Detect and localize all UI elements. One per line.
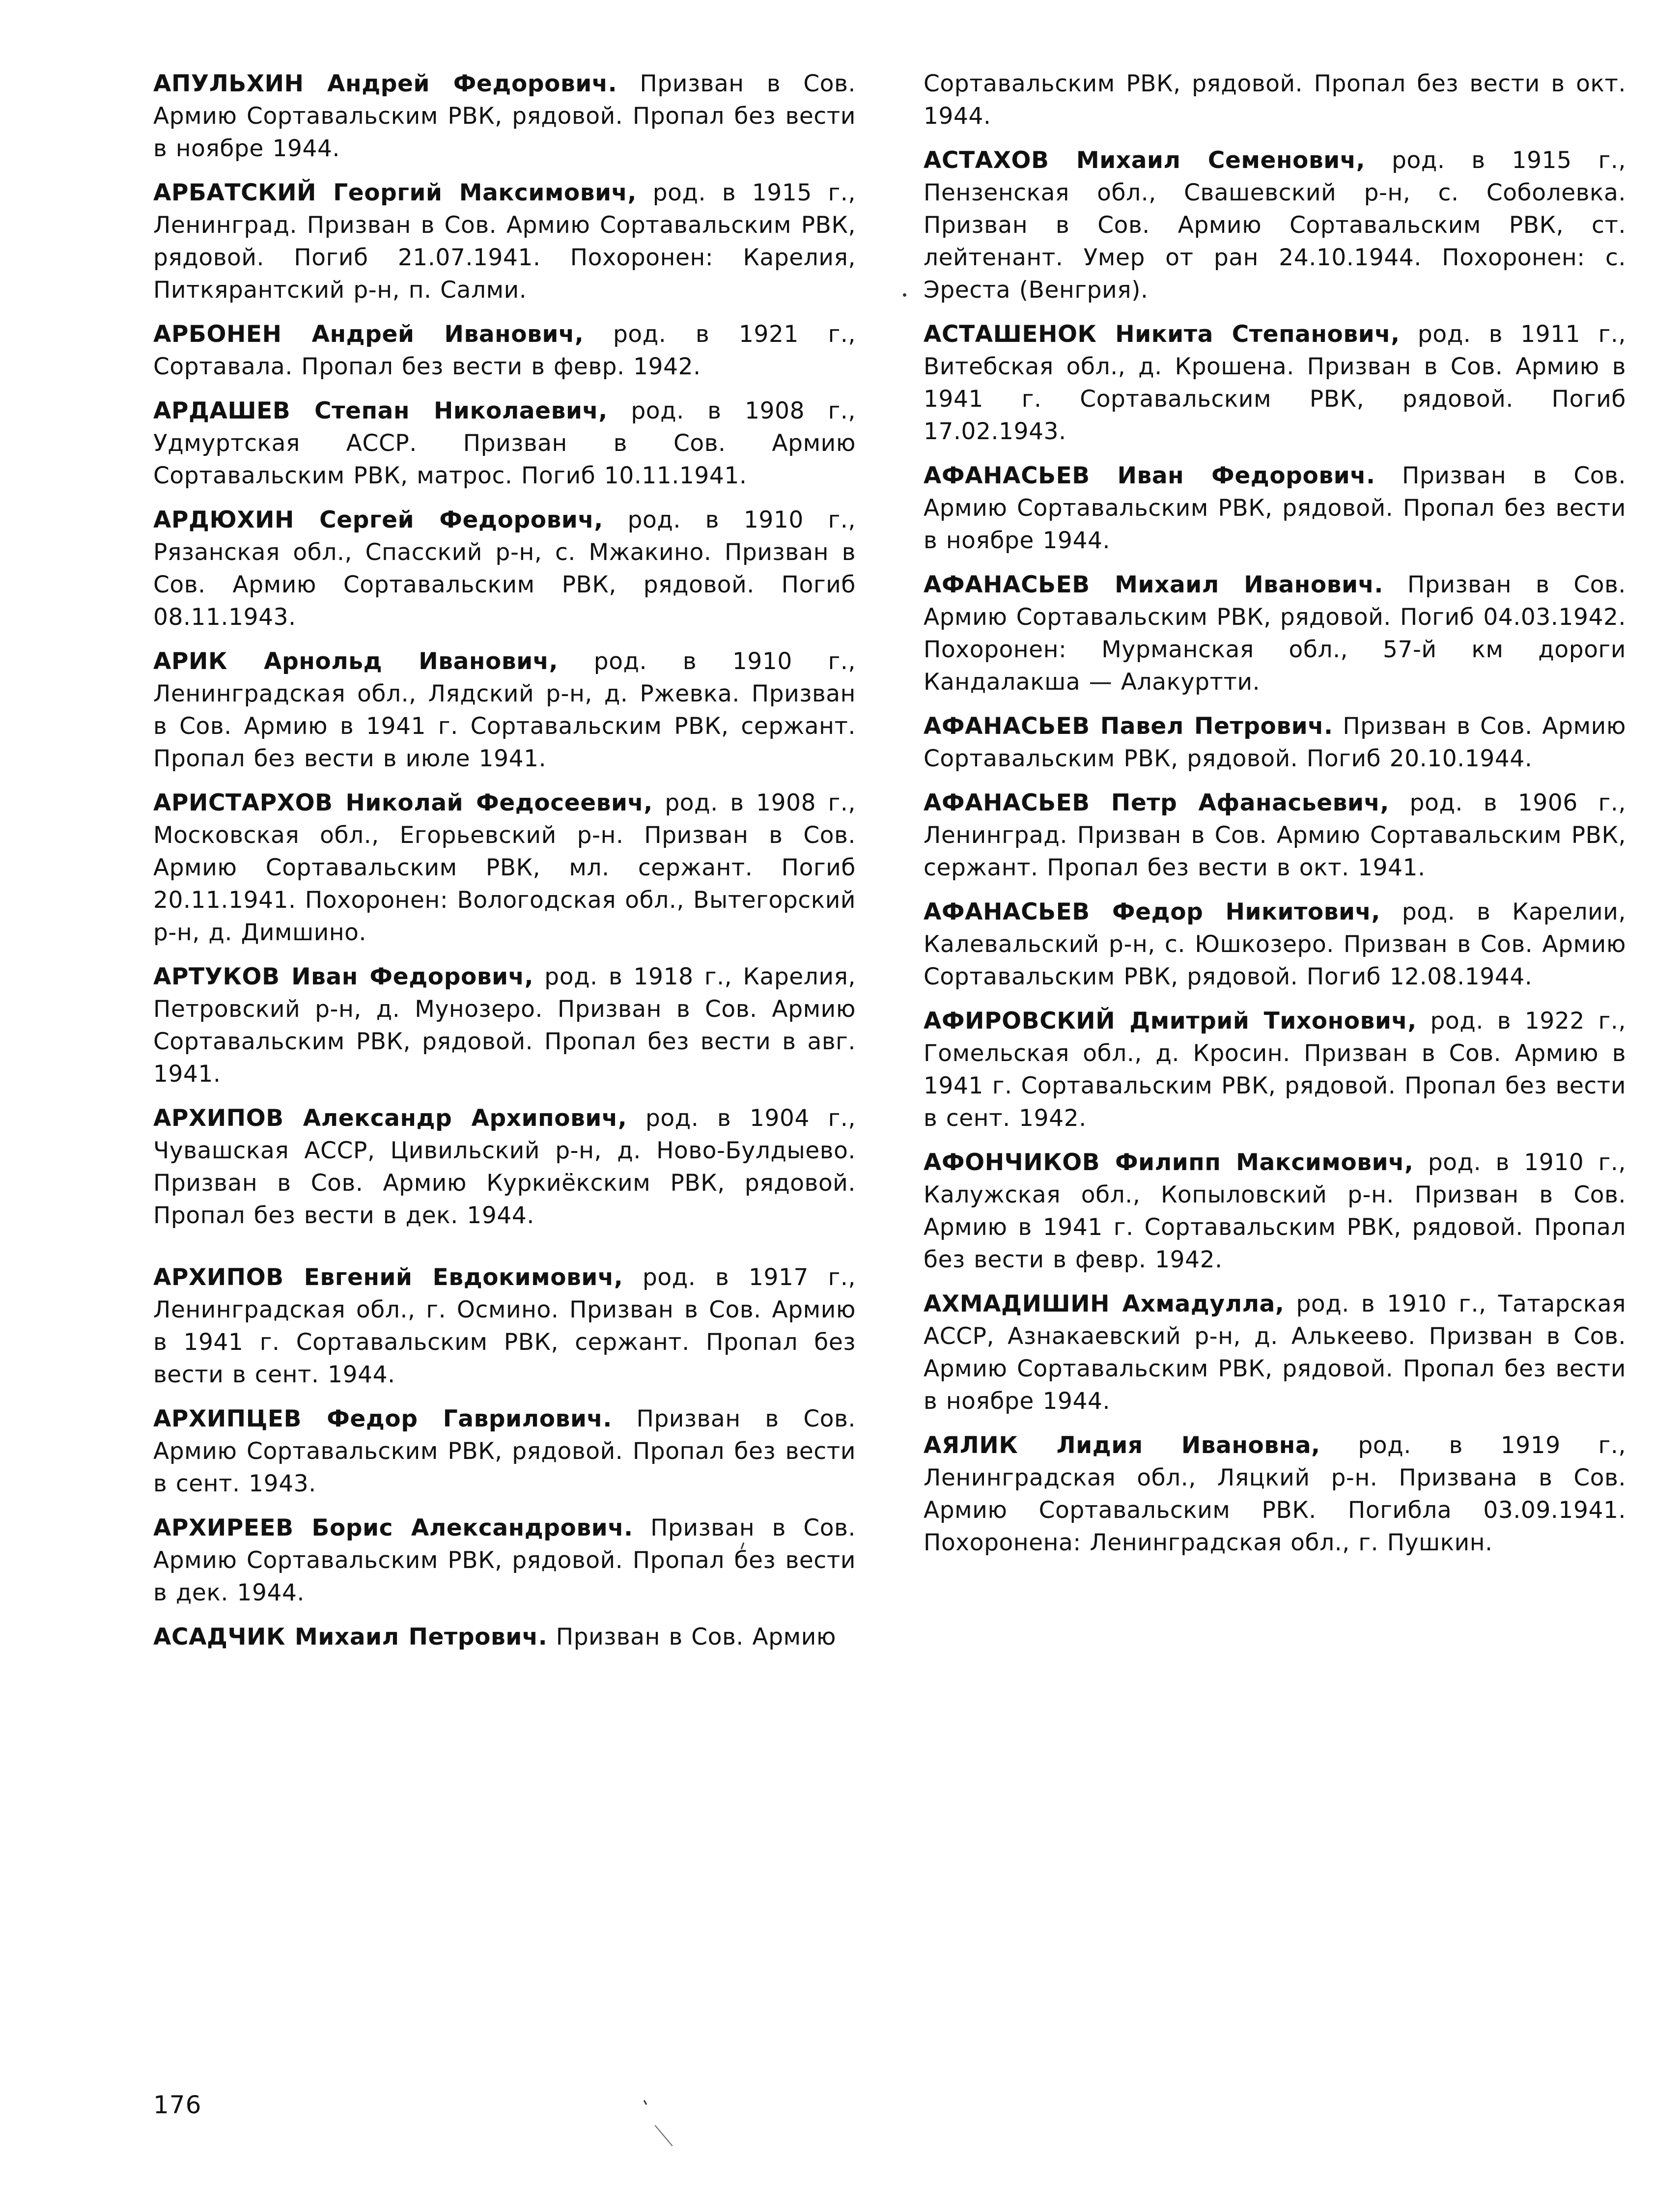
entry-text: род. в 1904 г., Чувашская АССР, Цивильский р-н, д. Ново-Булдыево. Призван в Сов. Армию Куркиёкским РВК, рядовой. Пропал без вести в дек. 1944. <box>153 1105 856 1229</box>
entry-text: Призван в Сов. Армию Сортавальским РВК, рядовой. Погиб 04.03.1942. Похоронен: Мурманская обл., 57-й км дороги Кандалакша — Алакуртти. <box>924 571 1626 696</box>
entry-name: АСТАХОВ Михаил Семенович, <box>924 147 1366 174</box>
entry-name: АРДЮХИН Сергей Федорович, <box>153 506 603 533</box>
entry-name: АРХИПОВ Евгений Евдокимович, <box>153 1264 623 1291</box>
list-item <box>924 569 1626 699</box>
list-item <box>924 787 1626 884</box>
list-item <box>153 1102 856 1232</box>
entry-name: АРХИПОВ Александр Архипович, <box>153 1105 627 1132</box>
entry-text: род. в 1915 г., Ленинград. Призван в Сов. Армию Сортавальским РВК, рядовой. Погиб 21.07.1941. Похоронен: Карелия, Питкярантский р-н, п. Салми. <box>153 179 856 304</box>
entry-text: род. в 1919 г., Ленинградская обл., Ляцкий р-н. Призвана в Сов. Армию Сортавальским РВК. Погибла 03.09.1941. Похоронена: Ленинградская обл., г. Пушкин. <box>924 1432 1626 1556</box>
list-item <box>153 318 856 383</box>
entry-name: АФАНАСЬЕВ Федор Никитович, <box>924 898 1381 925</box>
entry-text: Призван в Сов. Армию Сортавальским РВК, рядовой. Пропал без вести в дек. 1944. <box>153 1514 856 1606</box>
entry-name: АФАНАСЬЕВ Павел Петрович. <box>924 713 1333 740</box>
page-number: 176 <box>153 2091 202 2119</box>
left-column <box>153 68 856 1665</box>
entry-name: АФАНАСЬЕВ Иван Федорович. <box>924 462 1375 489</box>
list-item <box>153 1261 856 1391</box>
list-item <box>924 68 1626 133</box>
list-item <box>924 896 1626 993</box>
entry-text: род. в 1906 г., Ленинград. Призван в Сов. Армию Сортавальским РВК, сержант. Пропал без вести в окт. 1941. <box>924 789 1626 881</box>
list-item <box>924 460 1626 557</box>
entry-name: АФАНАСЬЕВ Петр Афанасьевич, <box>924 789 1389 816</box>
list-item <box>153 177 856 307</box>
entry-name: АФОНЧИКОВ Филипп Максимович, <box>924 1149 1414 1176</box>
entry-text: Призван в Сов. Армию <box>547 1624 837 1651</box>
entry-text: род. в 1917 г., Ленинградская обл., г. Осмино. Призван в Сов. Армию в 1941 г. Сортавальским РВК, сержант. Пропал без вести в сент. 1944. <box>153 1264 856 1388</box>
entry-name: АСАДЧИК Михаил Петрович. <box>153 1624 548 1651</box>
list-item <box>924 710 1626 775</box>
entry-text: род. в Карелии, Калевальский р-н, с. Юшкозеро. Призван в Сов. Армию Сортавальским РВК, рядовой. Погиб 12.08.1944. <box>924 898 1626 990</box>
entry-name: АРДАШЕВ Степан Николаевич, <box>153 397 608 424</box>
entry-name: АЯЛИК Лидия Ивановна, <box>924 1432 1320 1459</box>
entry-text: род. в 1918 г., Карелия, Петровский р-н, д. Мунозеро. Призван в Сов. Армию Сортавальским РВК, рядовой. Пропал без вести в авг. 1941. <box>153 963 856 1088</box>
entry-text: род. в 1908 г., Московская обл., Егорьевский р-н. Призван в Сов. Армию Сортавальским РВК, мл. сержант. Погиб 20.11.1941. Похоронен: Вологодская обл., Вытегорский р-н, д. Димшино. <box>153 789 856 946</box>
entry-text: род. в 1908 г., Удмуртская АССР. Призван в Сов. Армию Сортавальским РВК, матрос. Погиб 10.11.1941. <box>153 397 856 489</box>
entry-name: АРБОНЕН Андрей Иванович, <box>153 321 584 348</box>
entry-text: Сортавальским РВК, рядовой. Пропал без вести в окт. 1944. <box>924 70 1626 130</box>
entry-text: род. в 1910 г., Татарская АССР, Азнакаевский р-н, д. Алькеево. Призван в Сов. Армию Сортавальским РВК, рядовой. Пропал без вести в ноябре 1944. <box>924 1290 1626 1415</box>
list-item <box>153 961 856 1091</box>
entry-name: АРХИПЦЕВ Федор Гаврилович. <box>153 1405 612 1432</box>
scan-speck <box>903 293 906 297</box>
list-item <box>924 144 1626 307</box>
entry-name: АПУЛЬХИН Андрей Федорович. <box>153 70 617 97</box>
list-item <box>153 645 856 775</box>
list-item <box>153 1621 856 1653</box>
entry-text: Призван в Сов. Армию Сортавальским РВК, рядовой. Погиб 20.10.1944. <box>924 713 1626 772</box>
list-item <box>924 318 1626 448</box>
list-item <box>924 1005 1626 1135</box>
right-column <box>924 68 1626 1571</box>
list-item <box>924 1288 1626 1418</box>
entry-name: АРХИРЕЕВ Борис Александрович. <box>153 1514 633 1541</box>
entry-name: АХМАДИШИН Ахмадулла, <box>924 1290 1285 1317</box>
list-item <box>924 1429 1626 1559</box>
list-item <box>153 68 856 165</box>
entry-name: АФИРОВСКИЙ Дмитрий Тихонович, <box>924 1008 1417 1035</box>
entry-name: АСТАШЕНОК Никита Степанович, <box>924 321 1400 348</box>
entry-text: род. в 1915 г., Пензенская обл., Свашевский р-н, с. Соболевка. Призван в Сов. Армию Сортавальским РВК, ст. лейтенант. Умер от ран 24.10.1944. Похоронен: с. Эреста (Венгрия). <box>924 147 1626 304</box>
entry-text: род. в 1922 г., Гомельская обл., д. Кросин. Призван в Сов. Армию в 1941 г. Сортавальским РВК, рядовой. Пропал без вести в сент. 1942. <box>924 1008 1626 1132</box>
entry-name: АРИК Арнольд Иванович, <box>153 648 559 675</box>
list-item <box>153 787 856 949</box>
entry-text: род. в 1921 г., Сортавала. Пропал без вести в февр. 1942. <box>153 321 856 380</box>
entry-text: Призван в Сов. Армию Сортавальским РВК, рядовой. Пропал без вести в сент. 1943. <box>153 1405 856 1497</box>
entry-text: Призван в Сов. Армию Сортавальским РВК, рядовой. Пропал без вести в ноябре 1944. <box>153 70 856 162</box>
list-item <box>153 395 856 492</box>
entry-text: род. в 1911 г., Витебская обл., д. Крошена. Призван в Сов. Армию в 1941 г. Сортавальским РВК, рядовой. Погиб 17.02.1943. <box>924 321 1626 445</box>
list-item <box>153 1512 856 1609</box>
entry-text: Призван в Сов. Армию Сортавальским РВК, рядовой. Пропал без вести в ноябре 1944. <box>924 462 1626 554</box>
list-item <box>924 1147 1626 1276</box>
entry-name: АРТУКОВ Иван Федорович, <box>153 963 534 990</box>
entry-text: род. в 1910 г., Калужская обл., Копыловский р-н. Призван в Сов. Армию в 1941 г. Сортавальским РВК, рядовой. Пропал без вести в февр. 1942. <box>924 1149 1626 1273</box>
entry-name: АРБАТСКИЙ Георгий Максимович, <box>153 179 637 206</box>
entry-text: род. в 1910 г., Ленинградская обл., Лядский р-н, д. Ржевка. Призван в Сов. Армию в 1941 г. Сортавальским РВК, сержант. Пропал без вести в июле 1941. <box>153 648 856 772</box>
list-item <box>153 1403 856 1500</box>
scan-speck <box>644 2100 647 2105</box>
entry-name: АФАНАСЬЕВ Михаил Иванович. <box>924 571 1383 598</box>
list-item <box>153 504 856 634</box>
entry-name: АРИСТАРХОВ Николай Федосеевич, <box>153 789 653 816</box>
scan-speck <box>655 2125 673 2146</box>
entry-text: род. в 1910 г., Рязанская обл., Спасский р-н, с. Мжакино. Призван в Сов. Армию Сортавальским РВК, рядовой. Погиб 08.11.1943. <box>153 506 856 631</box>
